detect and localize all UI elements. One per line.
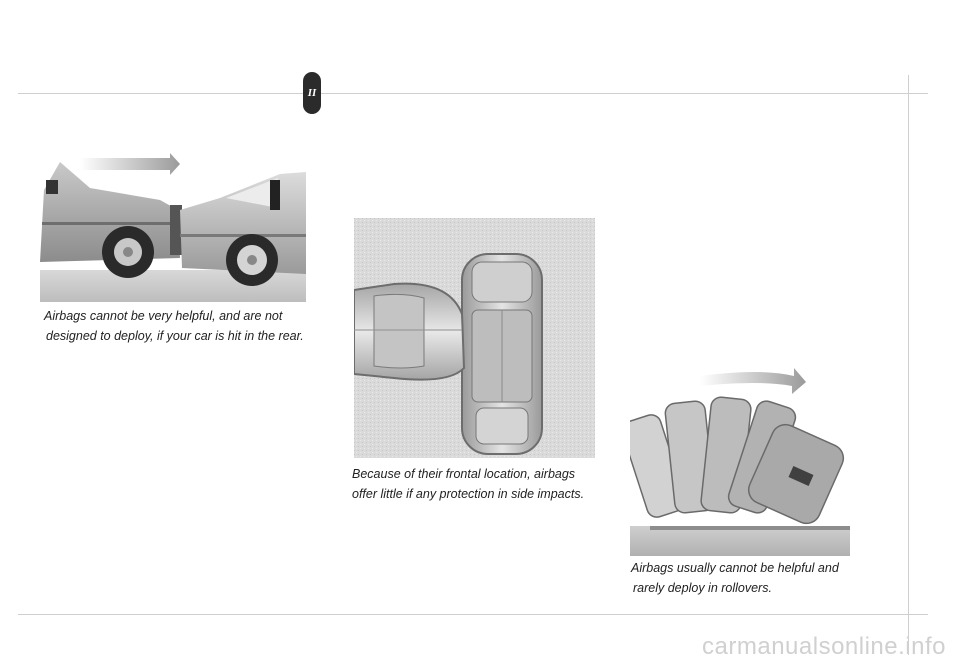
rollover-illustration xyxy=(630,362,850,556)
rear-impact-caption-line1: Airbags cannot be very helpful, and are not xyxy=(44,309,283,323)
rollover-caption xyxy=(631,558,839,598)
side-impact-caption xyxy=(352,464,584,504)
side-impact-caption-line1: Because of their frontal location, airbags xyxy=(352,467,576,481)
rollover-caption-line2: rarely deploy in rollovers. xyxy=(633,581,772,595)
bottom-rule xyxy=(18,614,928,615)
rear-impact-illustration xyxy=(40,150,306,302)
rear-impact-caption-line2: designed to deploy, if your car is hit in the rear. xyxy=(46,329,304,343)
watermark-text: carmanualsonline.info xyxy=(702,633,946,660)
rollover-caption-line1: Airbags usually cannot be helpful and xyxy=(631,561,839,575)
page-badge: II xyxy=(303,72,321,114)
side-impact-caption-line2: offer little if any protection in side impacts. xyxy=(352,487,585,501)
right-rule xyxy=(908,75,909,655)
rear-impact-caption xyxy=(44,306,304,346)
top-rule xyxy=(18,93,928,94)
side-impact-illustration xyxy=(354,218,595,458)
